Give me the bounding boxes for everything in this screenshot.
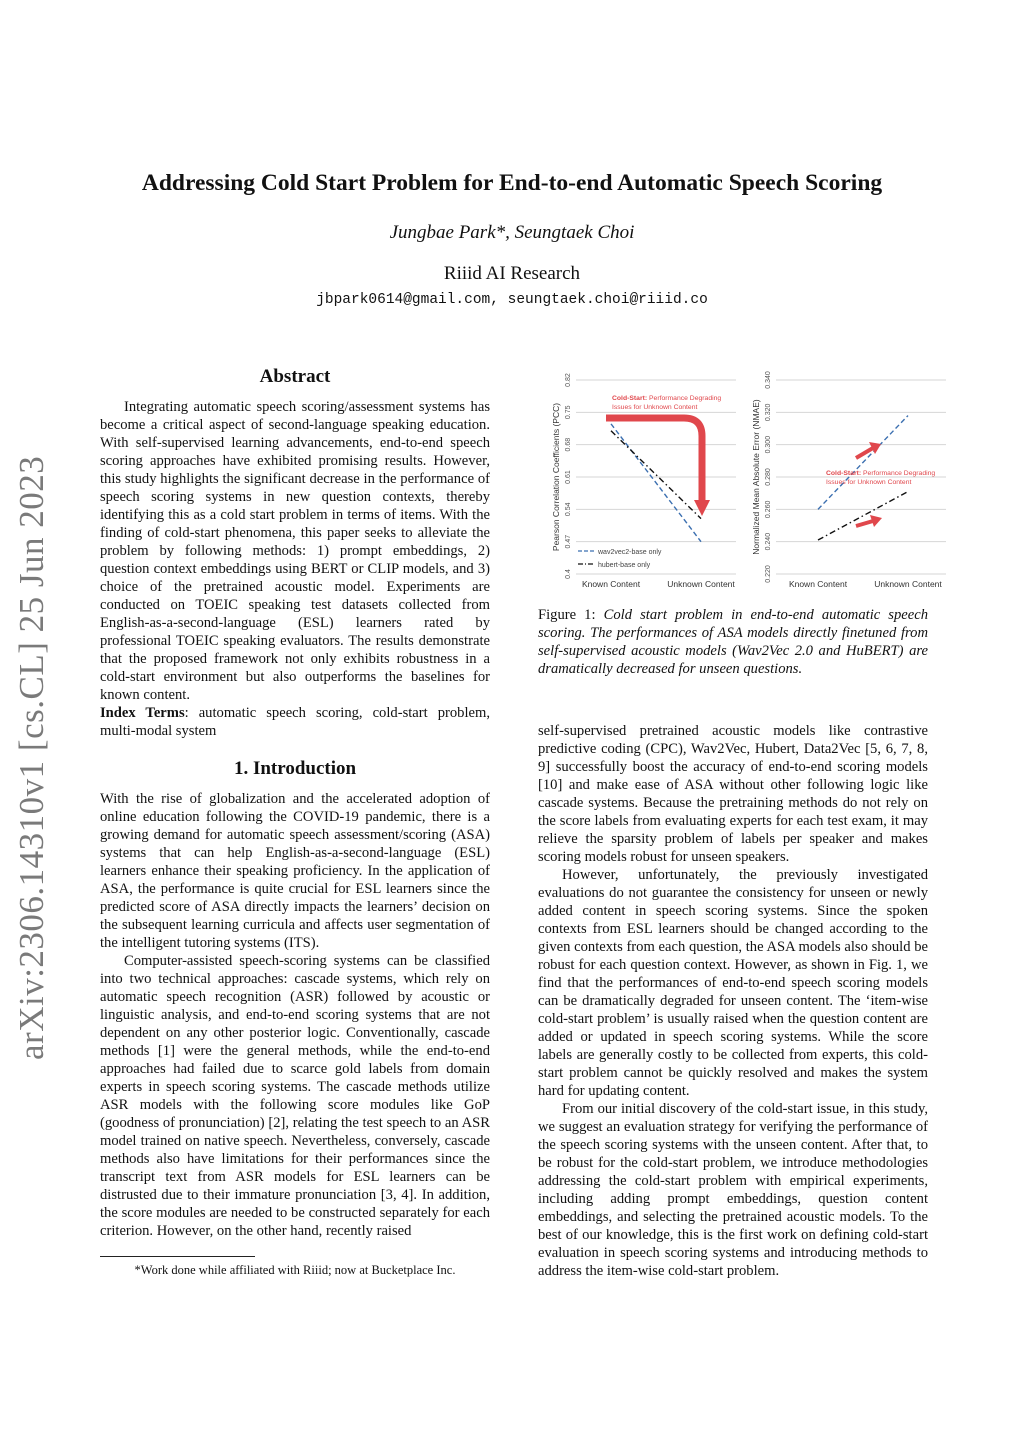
annotation-line2: Issues for Unknown Content (612, 404, 698, 411)
series-line (818, 492, 908, 541)
index-terms-label: Index Terms (100, 705, 185, 721)
series-line (818, 416, 908, 510)
y-tick-label: 0.47 (565, 534, 572, 549)
intro-paragraph-1: With the rise of globalization and the accelerated adoption of online education following the COVID-19 pandemic, there is a growing demand for automatic speech assessment/scoring (ASA) systems that can help English-as-a-second-language (ESL) learners enhance their speaking proficiency. In the application of ASA, the performance is quite crucial for ESL learners since the predicted score of ASA directly impacts the learners’ decision on the subsequent learning curricula and affects user segmentation of the intelligent tutoring systems (ITS). (100, 791, 490, 951)
annotation-text (612, 395, 721, 402)
increase-arrow (856, 448, 873, 458)
increase-arrow (856, 521, 873, 526)
y-axis-label: Pearson Correlation Coefficients (PCC) (551, 402, 561, 552)
affiliation: Riiid AI Research (443, 263, 581, 284)
x-tick-label: Unknown Content (667, 579, 735, 589)
paper-title: Addressing Cold Start Problem for End-to-end Automatic Speech Scoring (141, 170, 883, 196)
degradation-arrow (606, 418, 702, 500)
intro-paragraph-4: However, unfortunately, the previously investigated evaluations do not guarantee the consistency for unseen or newly added content in speech scoring systems. Since the spoken contexts from ESL learners should be changed according to the given contexts from each question, the ASA models also should be robust for each question context. However, as shown in Fig. 1, we find that the performances of end-to-end speech scoring models can be dramatically degraded for unseen content. The ‘item-wise cold-start problem’ is usually raised when the question content are added or updated in speech scoring systems. While the score labels are generally costly to be collected from experts, this cold-start problem cannot be quickly resolved and makes the system hard for updating content. (538, 867, 928, 1099)
y-tick-label: 0.68 (565, 437, 572, 452)
footnote-rule (100, 1256, 255, 1257)
series-line (611, 431, 701, 519)
intro-paragraph-5: From our initial discovery of the cold-start issue, in this study, we suggest an evaluation strategy for verifying the performance of the speech scoring systems with the unseen content. After that, to be robust for the cold-start problem, we introduce methodologies addressing the cold-start problem with empirical experiments, including adding prompt embeddings, question content embeddings, and selecting the pretrained acoustic models. To the best of our knowledge, this is the first work on defining cold-start evaluation in speech scoring systems and introducing methods to address the item-wise cold-start problem. (538, 1101, 928, 1279)
author-emails: jbpark0614@gmail.com, seungtaek.choi@riiid.co (316, 292, 708, 308)
y-tick-label: 0.240 (765, 532, 772, 551)
legend-label: wav2vec2-base only (598, 549, 662, 556)
annotation-bold: Cold-Start: (612, 395, 648, 402)
y-axis-label: Normalized Mean Absolute Error (NMAE) (751, 399, 761, 555)
caption-text: Cold start problem in end-to-end automatic speech scoring. The performances of ASA models directly finetuned from self-supervised acoustic models (Wav2Vec 2.0 and HuBERT) are dramatically decreased for unseen questions. (538, 607, 929, 677)
figure-1-chart (536, 370, 948, 592)
y-tick-label: 0.320 (765, 403, 772, 422)
y-tick-label: 0.220 (765, 565, 772, 583)
y-tick-label: 0.54 (565, 502, 572, 517)
nmae-chart (751, 371, 946, 589)
x-tick-label: Known Content (788, 579, 848, 589)
y-tick-label: 0.340 (765, 371, 772, 389)
x-tick-label: Unknown Content (874, 579, 942, 589)
y-tick-label: 0.75 (565, 405, 572, 420)
y-tick-label: 0.260 (765, 500, 772, 519)
y-tick-label: 0.280 (765, 468, 772, 486)
annotation-rest: Performance Degrading (647, 395, 722, 402)
degradation-arrowhead (694, 500, 710, 516)
abstract-text: Integrating automatic speech scoring/assessment systems has become a critical aspect of second-language speaking education. With self-supervised learning advancements, end-to-end speech scoring approaches have exhibited promising results. However, this study highlights the significant decrease in the performance of speech scoring systems in new question contexts, thereby identifying this as a cold start problem in terms of items. With the finding of cold-start phenomena, this paper seeks to alleviate the problem by following methods: 1) prompt embeddings, 2) question context embeddings using BERT or CLIP models, and 3) choice of the pretrained acoustic model. Experiments are conducted on TOEIC speaking test datasets collected from English-as-a-second-language (ESL) learners rated by professional TOEIC speaking evaluators. The results demonstrate that the proposed framework not only exhibits robustness in a cold-start environment but also outperforms the baselines for known content. (100, 399, 490, 703)
index-terms (100, 704, 490, 740)
authors: Jungbae Park*, Seungtaek Choi (389, 222, 635, 243)
intro-paragraph-2: Computer-assisted speech-scoring systems can be classified into two technical approaches: cascade systems, which rely on automatic speech recognition (ASR) followed by acoustic or linguistic analysis, and end-to-end scoring systems that are not dependent on any other posterior logic. Conventionally, cascade methods [1] were the general methods, while the end-to-end approaches had failed due to scarce gold labels from domain experts in speech scoring systems. The cascade methods utilize ASR models with the following score modules like GoP (goodness of pronunciation) [2], relating the test speech to an ASR model trained on native speech. Nevertheless, conversely, cascade methods also have limitations for their performances since the transcript text from ASR models for ESL learners can be distrusted due to their immature pronunciation [3, 4]. In addition, the score modules are needed to be constructed separately for each criterion. However, on the other hand, recently raised (100, 953, 490, 1239)
footnote: *Work done while affiliated with Riiid; now at Bucketplace Inc. (134, 1263, 456, 1277)
y-tick-label: 0.82 (565, 373, 572, 387)
abstract-heading: Abstract (259, 366, 331, 387)
y-tick-label: 0.4 (565, 569, 572, 579)
index-terms-text: : automatic speech scoring, cold-start problem, multi-modal system (100, 705, 490, 739)
annotation-rest: Performance Degrading (861, 470, 936, 477)
introduction-heading: 1. Introduction (233, 758, 357, 779)
annotation-text (826, 470, 935, 477)
annotation-bold: Cold-Start: (826, 470, 862, 477)
pcc-chart (551, 373, 736, 589)
right-column (538, 722, 928, 1280)
y-tick-label: 0.300 (765, 435, 772, 454)
legend-label: hubert-base only (598, 562, 651, 569)
arxiv-identifier: arXiv:2306.14310v1 [cs.CL] 25 Jun 2023 (12, 455, 51, 1060)
y-tick-label: 0.61 (565, 470, 572, 484)
figure-1-caption (538, 606, 928, 678)
series-line (611, 424, 701, 542)
x-tick-label: Known Content (581, 579, 641, 589)
left-column (100, 368, 490, 1240)
intro-paragraph-3: self-supervised pretrained acoustic models like contrastive predictive coding (CPC), Wav2Vec, Hubert, Data2Vec [5, 6, 7, 8, 9] successfully boost the accuracy of end-to-end scoring models [10] and make ease of ASA without other following logic like cascade systems. Because the pretraining methods do not rely on the score labels from evaluating experts for each test exam, it may relieve the sparsity problem of labels per speaker and makes scoring models robust for unseen speakers. (538, 723, 928, 865)
caption-label: Figure 1: (538, 607, 596, 623)
annotation-line2: Issues for Unknown Content (826, 479, 912, 486)
